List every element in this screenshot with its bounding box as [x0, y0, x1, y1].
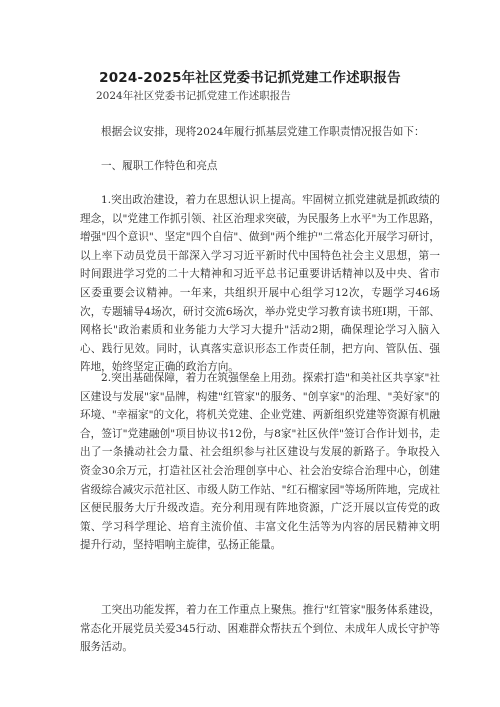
document-subtitle: 2024年社区党委书记抓党建工作述职报告 [96, 90, 291, 102]
paragraph-function-play: 工突出功能发挥，着力在工作重点上聚焦。推行"红管家"服务体系建设，常态化开展党员关爱345行动、困难群众帮扶五个到位、未成年人成长守护等服务活动。 [80, 604, 440, 654]
intro-paragraph: 根据会议安排，现将2024年履行抓基层党建工作职责情况报告如下： [101, 126, 425, 138]
document-title: 2024-2025年社区党委书记抓党建工作述职报告 [99, 70, 401, 86]
paragraph-political-building: 1.突出政治建设，着力在思想认识上提高。牢固树立抓党建就是抓政绩的理念，以"党建工作抓引领、社区治理求突破，为民服务上水平"为工作思路，增强"四个意识"、坚定"四个自信"、做到"两个维护"二常态化开展学习研讨，以上率下动员党员干部深入学习习近平新时代中国特色社会主义思想，第一时间跟进学习党的二十大精神和习近平总书记重要讲话精神以及中央、省市区委重要会议精神。一年来，共组织开展中心组学习12次，专题学习46场次，专题辅导4场次，研讨交流6场次，举办党史学习教育读书班I期，干部、网格长"政治素质和业务能力大学习大提升"活动2期，确保理论学习入脑入心、践行见效。同时，认真落实意识形态工作责任制，把方向、管队伍、强阵地，始终坚定正确的政治方向。 [80, 194, 440, 374]
section-heading: 一、履职工作特色和亮点 [101, 160, 218, 172]
paragraph-basic-guarantee: 2.突出基础保障，着力在筑强堡垒上用劲。探索打造"和美社区共享家"社区建设与发展"家"品牌，构建"红管家"的服务、"创享家"的治理、"美好家"的环境、"幸福家"的文化，将机关党建、企业党建、两新组织党建等资源有机融合，签订"党建融创"项目协议书12份，与8家"社区伙伴"签订合作计划书，走出了一条撬动社会力量、社会组织参与社区建设与发展的新路子。争取投入资金30余万元，打造社区社会治理创享中心、社会治安综合治理中心，创建省级综合减灾示范社区、市级人防工作站、"红石榴家园"等场所阵地，完成社区便民服务大厅升级改造。充分利用现有阵地资源，广泛开展以宣传党的政策、学习科学理论、培育主流价值、丰富文化生活等为内容的居民精神文明提升行动，坚持唱响主旋律，弘扬正能量。 [80, 372, 440, 552]
page-bottom-margin [0, 657, 500, 707]
